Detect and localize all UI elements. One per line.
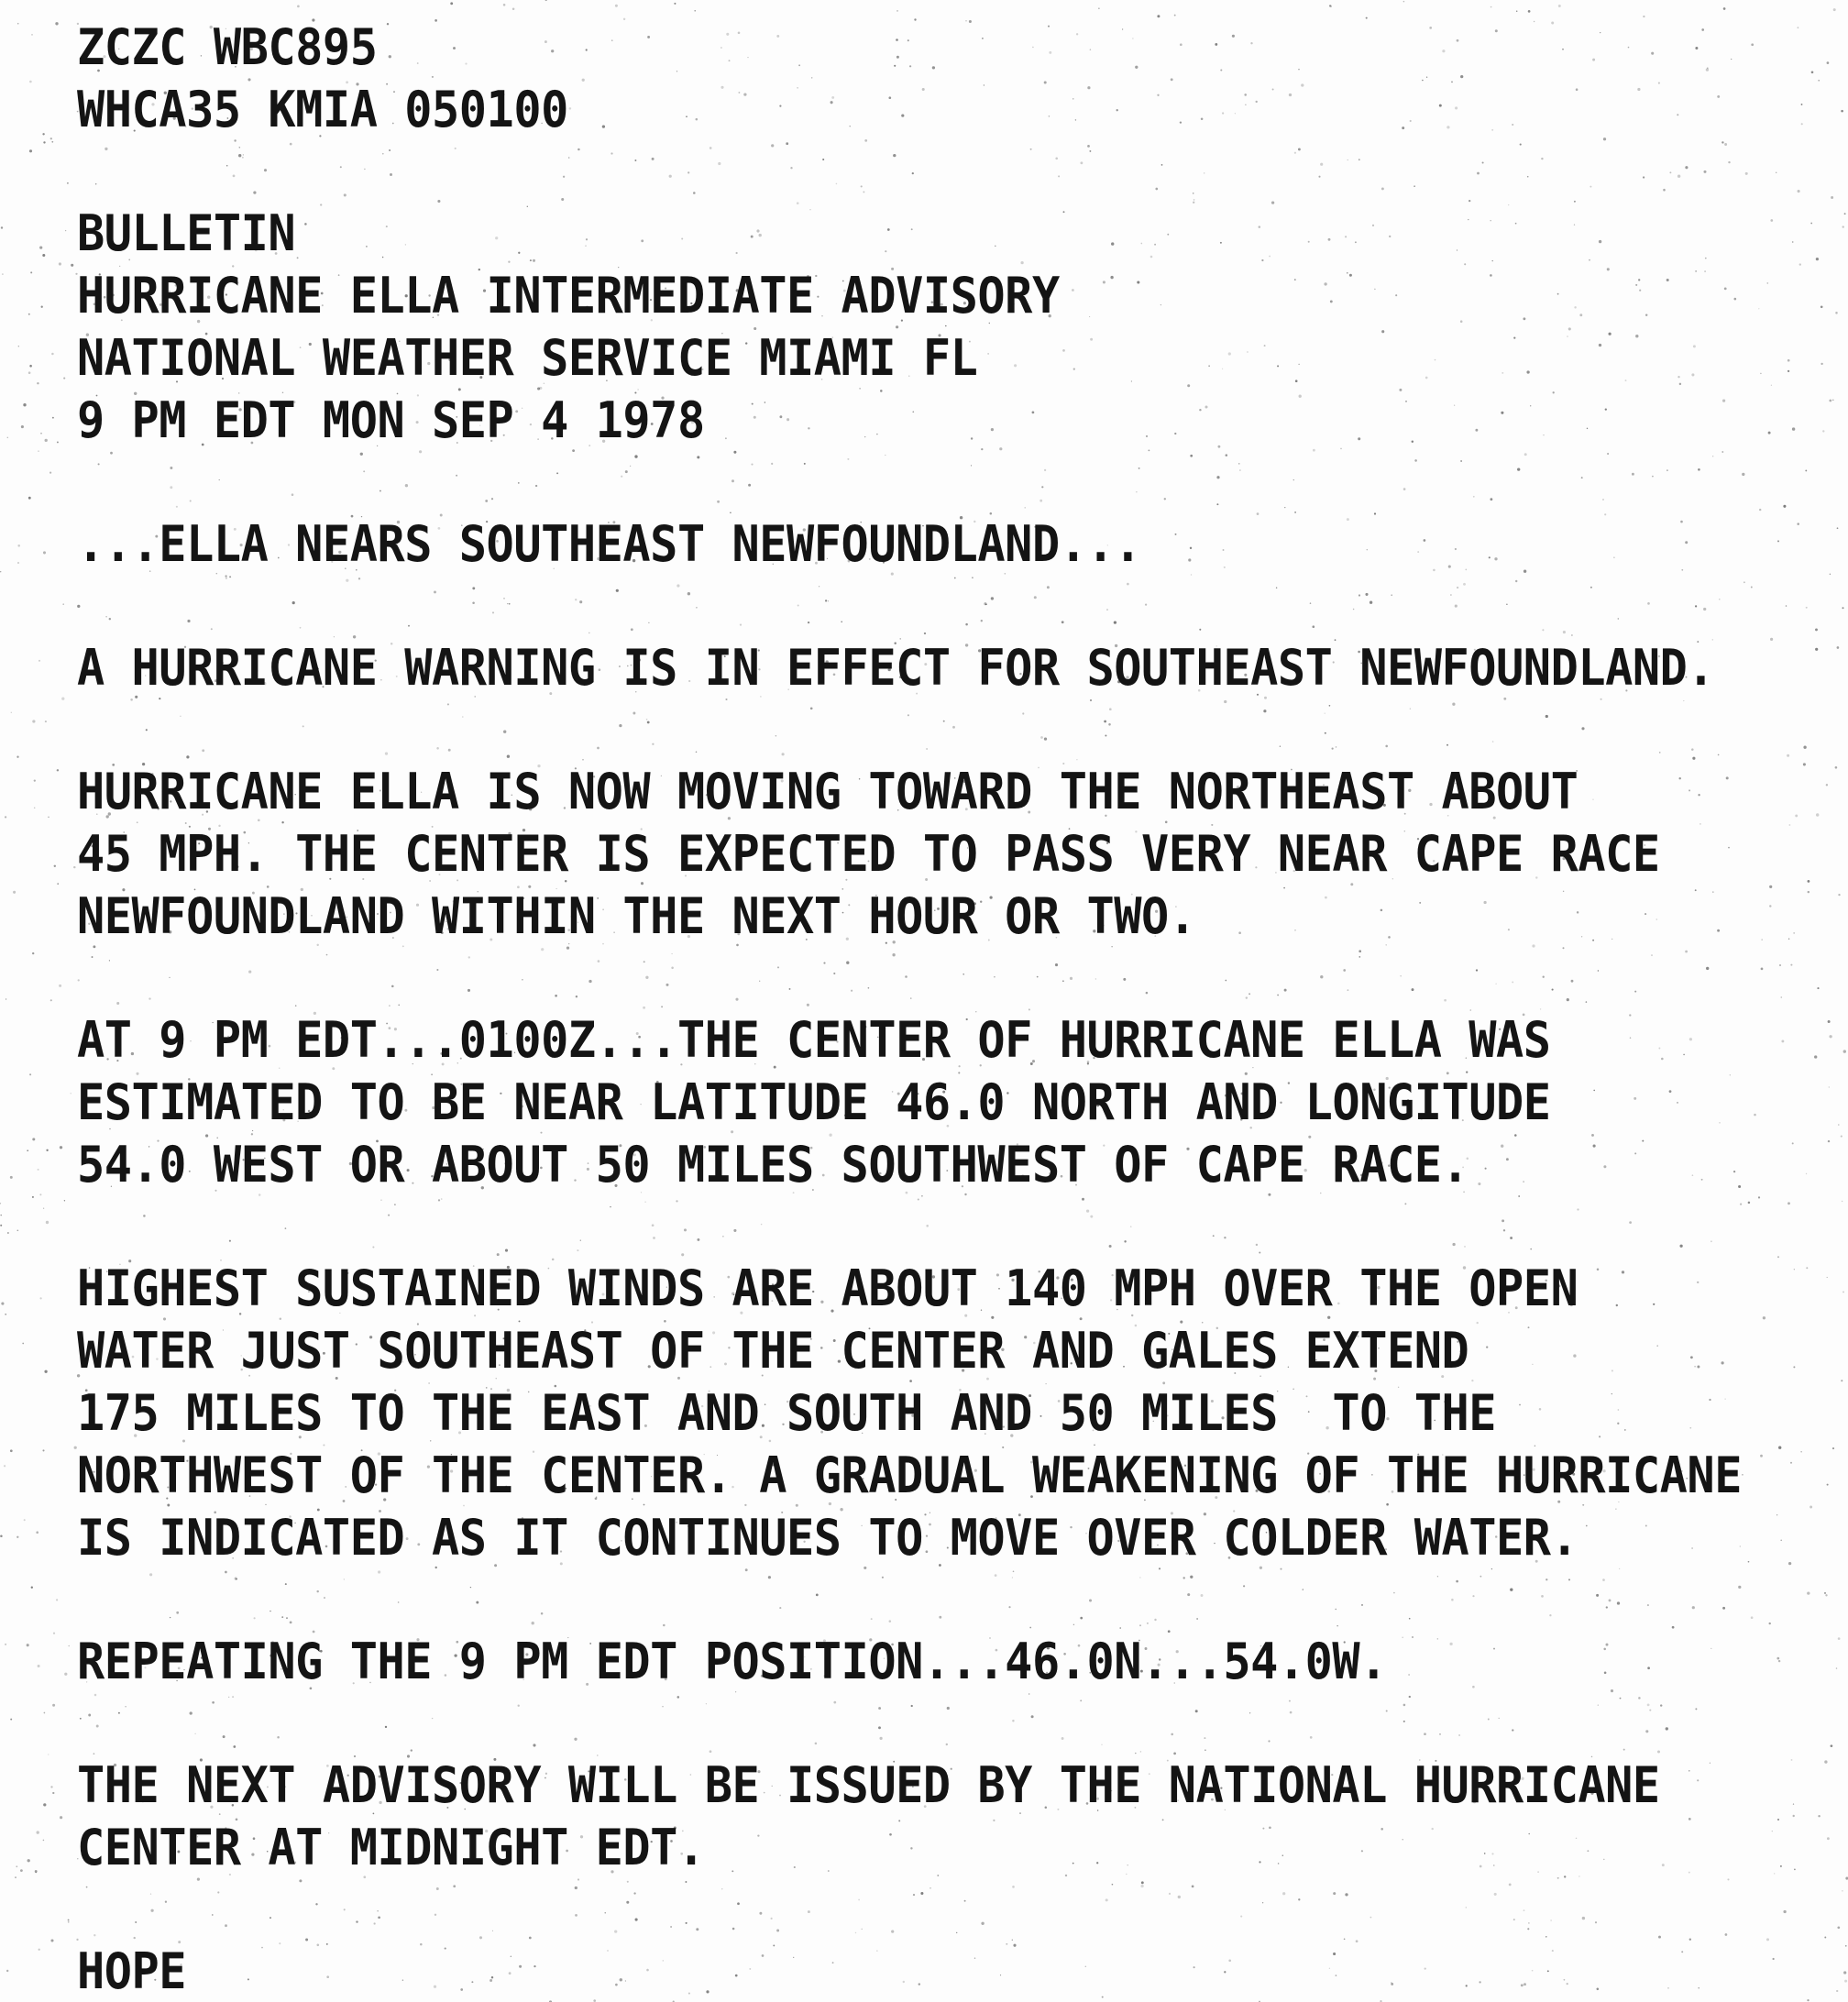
winds-line: 175 MILES TO THE EAST AND SOUTH AND 50 MILES TO THE xyxy=(77,1384,1497,1442)
winds-line: IS INDICATED AS IT CONTINUES TO MOVE OVER COLDER WATER. xyxy=(77,1509,1578,1567)
next-advisory-line: CENTER AT MIDNIGHT EDT. xyxy=(77,1819,705,1876)
issuing-office: NATIONAL WEATHER SERVICE MIAMI FL xyxy=(77,329,978,387)
header-line-1: ZCZC WBC895 xyxy=(77,18,378,76)
bulletin-type: BULLETIN xyxy=(77,204,296,262)
movement-line: 45 MPH. THE CENTER IS EXPECTED TO PASS VERY NEAR CAPE RACE xyxy=(77,825,1660,883)
blank-line xyxy=(77,576,1705,637)
position-line: ESTIMATED TO BE NEAR LATITUDE 46.0 NORTH AND LONGITUDE xyxy=(77,1073,1551,1131)
blank-line xyxy=(77,452,1705,513)
hurricane-bulletin xyxy=(77,16,1828,2002)
blank-line xyxy=(77,1196,1705,1258)
next-advisory-line: THE NEXT ADVISORY WILL BE ISSUED BY THE NATIONAL HURRICANE xyxy=(77,1756,1660,1814)
blank-line xyxy=(77,1569,1705,1631)
headline: ...ELLA NEARS SOUTHEAST NEWFOUNDLAND... xyxy=(77,515,1142,573)
warning-statement: A HURRICANE WARNING IS IN EFFECT FOR SOUTHEAST NEWFOUNDLAND. xyxy=(77,639,1715,697)
blank-line xyxy=(77,1879,1705,1941)
signature: HOPE xyxy=(77,1942,187,2000)
position-line: AT 9 PM EDT...0100Z...THE CENTER OF HURRICANE ELLA WAS xyxy=(77,1011,1551,1069)
blank-line xyxy=(77,948,1705,1009)
position-line: 54.0 WEST OR ABOUT 50 MILES SOUTHWEST OF CAPE RACE. xyxy=(77,1136,1469,1194)
issue-time: 9 PM EDT MON SEP 4 1978 xyxy=(77,391,705,449)
advisory-title: HURRICANE ELLA INTERMEDIATE ADVISORY xyxy=(77,267,1060,324)
movement-line: NEWFOUNDLAND WITHIN THE NEXT HOUR OR TWO. xyxy=(77,887,1196,945)
winds-line: HIGHEST SUSTAINED WINDS ARE ABOUT 140 MPH OVER THE OPEN xyxy=(77,1260,1578,1317)
winds-line: WATER JUST SOUTHEAST OF THE CENTER AND GALES EXTEND xyxy=(77,1322,1469,1380)
blank-line xyxy=(77,699,1705,761)
blank-line xyxy=(77,141,1705,203)
blank-line xyxy=(77,1693,1705,1754)
movement-line: HURRICANE ELLA IS NOW MOVING TOWARD THE NORTHEAST ABOUT xyxy=(77,763,1578,820)
header-line-2: WHCA35 KMIA 050100 xyxy=(77,81,568,138)
repeat-position: REPEATING THE 9 PM EDT POSITION...46.0N...54.0W. xyxy=(77,1633,1387,1690)
winds-line: NORTHWEST OF THE CENTER. A GRADUAL WEAKENING OF THE HURRICANE xyxy=(77,1446,1742,1504)
